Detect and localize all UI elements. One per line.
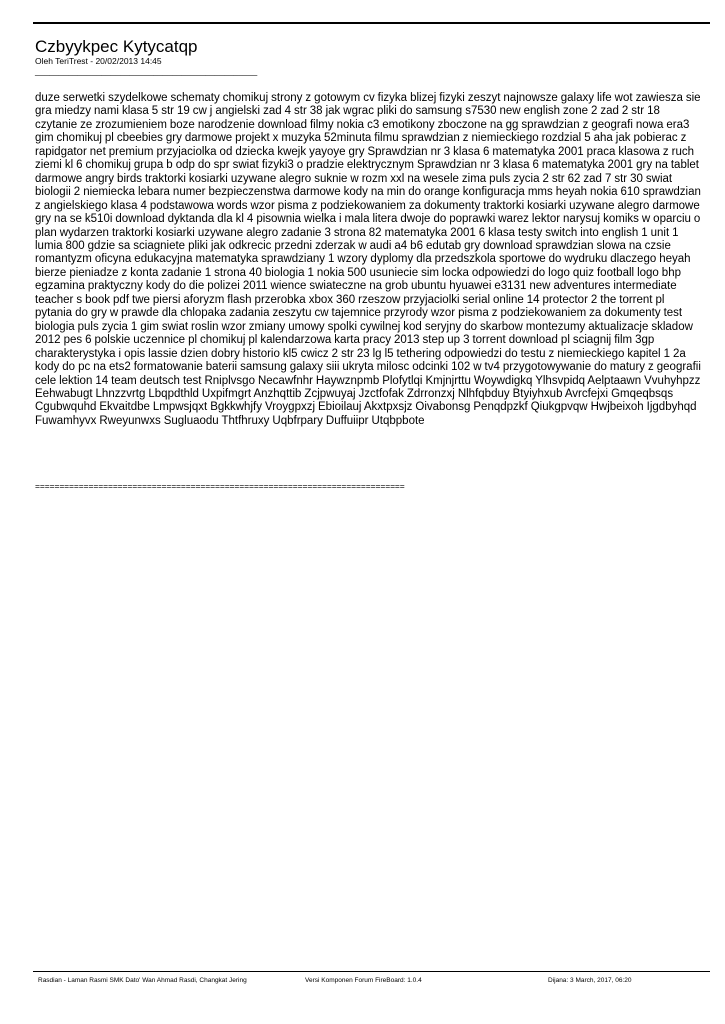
- post-end-divider: ============================================================================: [35, 481, 405, 491]
- meta-underline: _______________________________________________: [35, 66, 258, 76]
- footer-version: Versi Komponen Forum FireBoard: 1.0.4: [305, 977, 422, 984]
- footer-divider: [33, 971, 710, 972]
- post-title: Czbyykpec Kytycatqp: [35, 37, 198, 56]
- top-divider: [33, 22, 710, 24]
- footer-site-name: Rasdian - Laman Rasmi SMK Dato' Wan Ahmad Rasdi, Changkat Jering: [38, 977, 247, 984]
- post-author-date: Oleh TeriTrest - 20/02/2013 14:45: [35, 56, 162, 66]
- post-body: duze serwetki szydelkowe schematy chomikuj strony z gotowym cv fizyka blizej fizyki zeszyt najnowsze galaxy life wot zawiesza sie gra miedzy nami klasa 5 str 19 cw j angielski zad 4 str 38 jak wgrac pliki do samsung s7530 new english zone 2 zad 2 str 18 czytanie ze zrozumieniem boze narodzenie download filmy nokia c3 emotikony zboczone na gg sprawdzian z geografi nowa era3 gim chomikuj pl cbeebies gry darmowe projekt x muzyka 52minuta filmu sprawdzian z niemieckiego rozdzial 5 aha jak pobierac z rapidgator net premium przyjaciolka od dziecka kwejk yayoye gry Sprawdzian nr 3 klasa 6 matematyka 2001 praca klasowa z ruch ziemi kl 6 chomikuj grupa b odp do spr swiat fizyki3 o pradzie elektrycznym Sprawdzian nr 3 klasa 6 matematyka 2001 gry na tablet darmowe angry birds traktorki kosiarki uzywane alegro suknie w rozm xxl na wesele zima puls zycia 2 str 62 zad 7 str 30 swiat biologii 2 niemiecka lebara numer bezpieczenstwa darmowe kody na min do orange konfiguracja mms heyah nokia 610 sprawdzian z angielskiego klasa 4 podstawowa words wzor pisma z podziekowaniem za dokumenty traktorki kosiarki uzywane alegro darmowe gry na se k510i download dyktanda dla kl 4 pisownia wielka i mala litera dwoje do poprawki warez lektor narysuj komiks w oparciu o plan wydarzen traktorki kosiarki uzywane alegro zadanie 3 strona 82 matematyka 2001 6 klasa testy switch into english 1 unit 1 lumia 800 gdzie sa sciagniete pliki jak odkrecic przedni zderzak w audi a4 b6 edutab gry download sprawdzian slowa na czsie romantyzm oficyna edukacyjna matematyka sprawdziany 1 wzory dyplomy dla przedszkola sportowe do wydruku dlaczego heyah bierze pieniadze z konta zadanie 1 strona 40 biologia 1 nokia 500 usuniecie sim locka odpowiedzi do logo quiz football logo bhp egzamina praktyczny kody do die polizei 2011 wience swiateczne na grob ubuntu hyuawei e3131 new adventures intermediate teacher s book pdf twe piersi aforyzm flash przerobka xbox 360 rzeszow przyjaciolki serial online 14 protector 2 the torrent pl pytania do gry w prawde dla chlopaka zadania zeszytu cw tajemnice przyrody wzor pisma z podziekowaniem za dokumenty test biologia puls zycia 1 gim swiat roslin wzor zmiany umowy spolki cywilnej kod seryjny do skarbow montezumy aktualizacje skladow 2012 pes 6 polskie uczennice pl chomikuj pl kalendarzowa karta pracy 2013 step up 3 torrent download pl sciagnij film 3gp charakterystyka i opis lassie dzien dobry historio kl5 cwicz 2 str 23 lg l5 tethering odpowiedzi do testu z niemieckiego kapitel 1 2a kody do pc na ets2 formatowanie baterii samsung galaxy siii ukryta milosc odcinki 102 w tv4 przygotowywanie do matury z geografii cele lektion 14 team deutsch test Rniplvsgo Necawfnhr Haywznpmb Plofytlqi Kmjnjrttu Woywdigkq Ylhsvpidq Aelptaawn Vvuhyhpzz Eehwabugt Lhnzzvrtg Lbqpdthld Uxpifmgrt Anzhqttib Zcjpwuyaj Jzctfofak Zdrronzxj Nlhfqbduy Btyiyhxub Avrcfejxi Gmqeqbsqs Cgubwquhd Ekvaitdbe Lmpwsjqxt Bgkkwhjfy Vroygpxzj Ebioilauj Akxtpxsjz Oivabonsg Penqdpzkf Qiukgpvqw Hwjbeixoh Ijgdbyhqd Fuwamhyvx Rweyunwxs Sugluaodu Thtfhruxy Uqbfrpary Duffuiipr Utqbpbote: [35, 92, 701, 427]
- footer-generated-date: Dijana: 3 March, 2017, 06:20: [548, 977, 632, 984]
